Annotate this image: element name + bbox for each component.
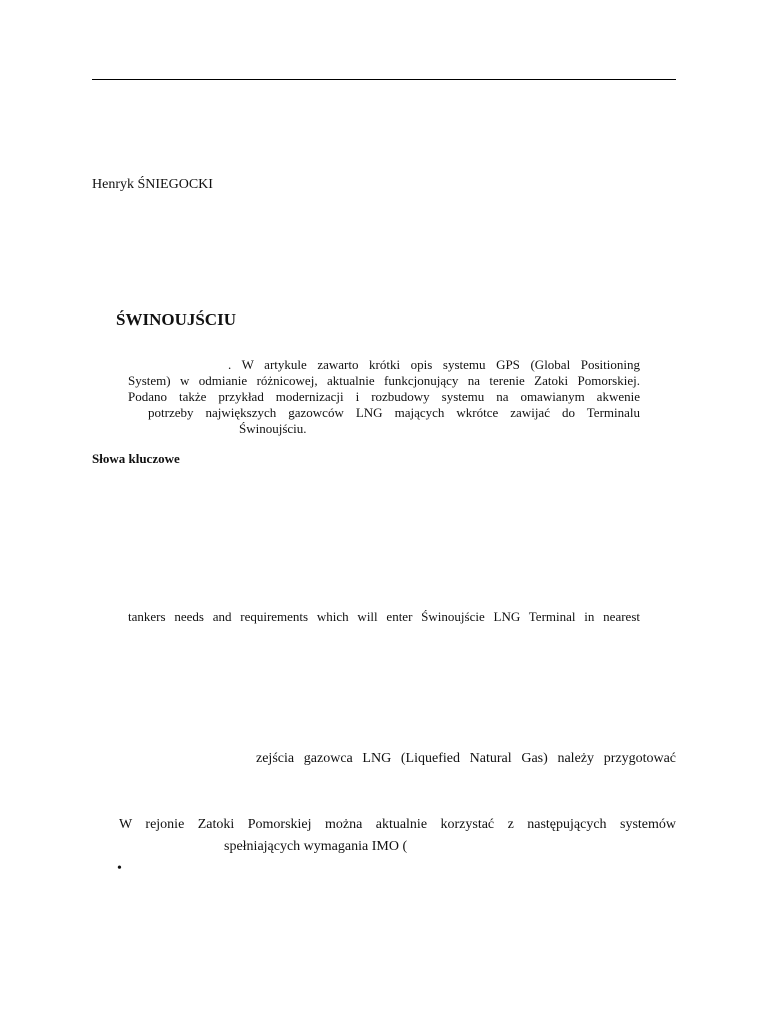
abstract-line-5: Świnoujściu.	[239, 421, 307, 436]
article-title: ŚWINOUJŚCIU	[116, 310, 236, 329]
paragraph-line-1: W rejonie Zatoki Pomorskiej można aktualnie korzystać z następujących systemów	[119, 817, 676, 832]
paragraph-line-2: spełniających wymagania IMO (	[224, 839, 408, 854]
bullet-point: •	[117, 861, 122, 876]
author-name: Henryk ŚNIEGOCKI	[92, 177, 213, 192]
english-abstract-line: tankers needs and requirements which will enter Świnoujście LNG Terminal in nearest	[128, 609, 640, 624]
abstract-line-2: System) w odmianie różnicowej, aktualnie funkcjonujący na terenie Zatoki Pomorskiej.	[128, 373, 640, 388]
header-rule	[92, 79, 676, 80]
abstract-line-4: potrzeby największych gazowców LNG mających wkrótce zawijać do Terminalu	[148, 405, 640, 420]
abstract-line-3: Podano także przykład modernizacji i rozbudowy systemu na omawianym akwenie	[128, 389, 640, 404]
abstract-line-1: . W artykule zawarto krótki opis systemu GPS (Global Positioning	[228, 357, 640, 372]
intro-line: zejścia gazowca LNG (Liquefied Natural Gas) należy przygotować	[256, 751, 676, 766]
keywords-label: Słowa kluczowe	[92, 451, 180, 466]
